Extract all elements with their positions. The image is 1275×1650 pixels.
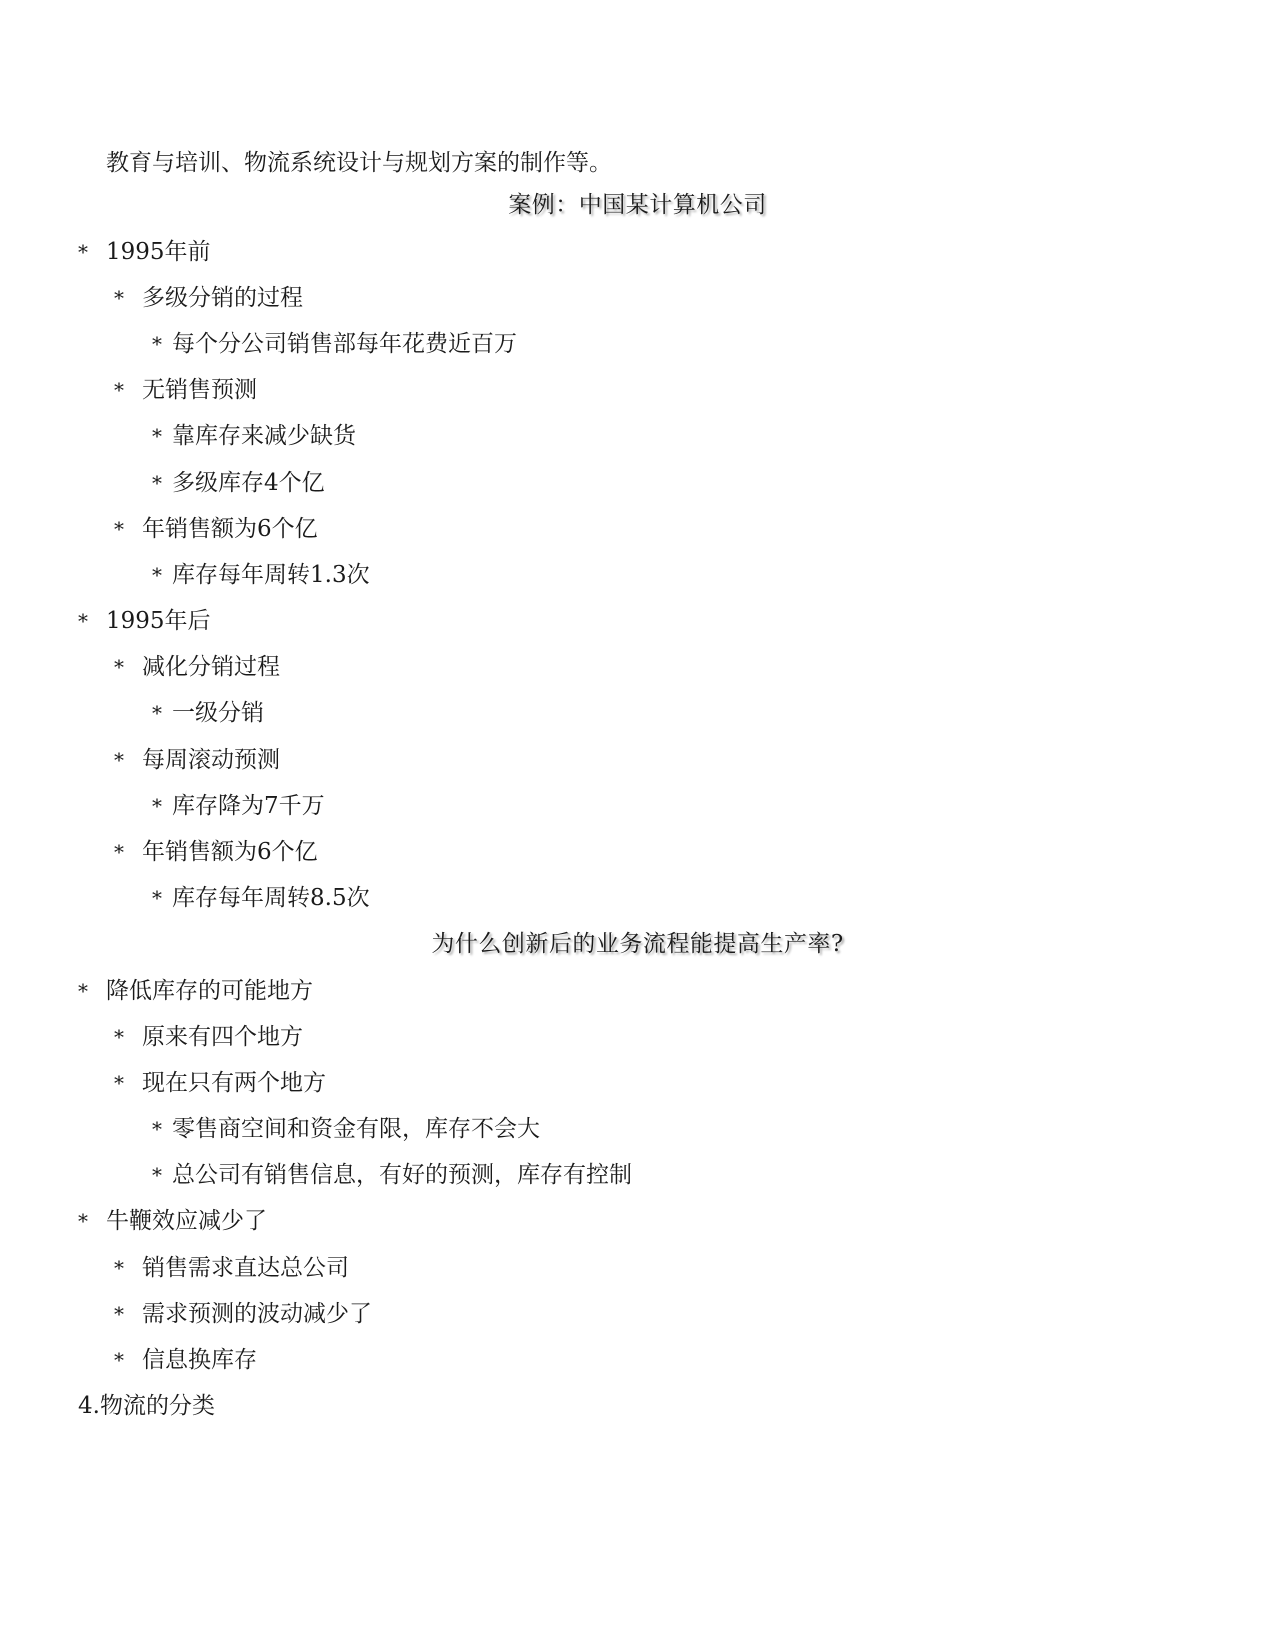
list-item-text: 销售需求直达总公司 [142,1255,349,1281]
bullet: * [78,1209,88,1233]
list-item-text: 一级分销 [172,700,264,726]
list-item [114,837,318,867]
list-item-text: 原来有四个地方 [142,1024,303,1050]
bullet: * [114,655,124,679]
list-item [78,976,313,1006]
bullet: * [78,240,88,264]
bullet: * [114,1348,124,1372]
bullet: * [114,1071,124,1095]
bullet: * [114,748,124,772]
bullet: * [78,979,88,1003]
list-item-text: 多级分销的过程 [142,285,303,311]
list-item-text: 降低库存的可能地方 [106,978,313,1004]
list-item-text: 库存每年周转1.3次 [172,562,370,588]
bullet: * [114,840,124,864]
list-item-text: 无销售预测 [142,377,257,403]
list-item-text: 信息换库存 [142,1347,257,1373]
list-item [114,1022,303,1052]
list-item [152,560,370,590]
bullet: * [114,286,124,310]
bullet: * [152,886,162,910]
list-item [152,468,325,498]
bullet: * [152,1163,162,1187]
list-item-text: 现在只有两个地方 [142,1070,326,1096]
list-item [152,698,264,728]
bullet: * [152,794,162,818]
bullet: * [78,609,88,633]
list-item [152,1160,632,1190]
list-item [114,514,318,544]
bullet: * [114,1302,124,1326]
case-heading: 案例：中国某计算机公司 [508,192,767,218]
list-item [114,1253,349,1283]
bullet: * [152,563,162,587]
list-item-text: 1995年前 [106,239,211,265]
list-item [78,237,211,267]
list-item-text: 多级库存4个亿 [172,470,325,496]
list-item-text: 牛鞭效应减少了 [106,1208,267,1234]
list-item [78,1206,267,1236]
bullet: * [152,424,162,448]
list-item [114,1299,372,1329]
list-item [114,652,280,682]
bullet: * [152,1117,162,1141]
list-item [152,1114,540,1144]
list-item-text: 需求预测的波动减少了 [142,1301,372,1327]
bullet: * [152,471,162,495]
list-item [152,329,517,359]
list-item [114,375,257,405]
list-item [114,1345,257,1375]
bullet: * [114,1025,124,1049]
bullet: * [152,332,162,356]
list-item-text: 每周滚动预测 [142,747,280,773]
list-item-text: 总公司有销售信息，有好的预测，库存有控制 [172,1162,632,1188]
intro-text: 教育与培训、物流系统设计与规划方案的制作等。 [106,150,612,176]
list-item [114,283,303,313]
list-item-text: 年销售额为6个亿 [142,516,318,542]
bullet: * [114,378,124,402]
list-item-text: 年销售额为6个亿 [142,839,318,865]
list-item [152,791,325,821]
question-heading: 为什么创新后的业务流程能提高生产率? [431,931,844,957]
list-item-text: 零售商空间和资金有限，库存不会大 [172,1116,540,1142]
bullet: * [114,517,124,541]
list-item [114,745,280,775]
list-item [152,883,370,913]
list-item-text: 每个分公司销售部每年花费近百万 [172,331,517,357]
list-item [152,421,356,451]
list-item-text: 1995年后 [106,608,211,634]
bullet: * [114,1256,124,1280]
bullet: * [152,701,162,725]
list-item-text: 靠库存来减少缺货 [172,423,356,449]
list-item-text: 库存降为7千万 [172,793,325,819]
list-item-text: 减化分销过程 [142,654,280,680]
list-item [114,1068,326,1098]
list-item-text: 库存每年周转8.5次 [172,885,370,911]
list-item [78,606,211,636]
section-heading: 4.物流的分类 [78,1393,215,1419]
